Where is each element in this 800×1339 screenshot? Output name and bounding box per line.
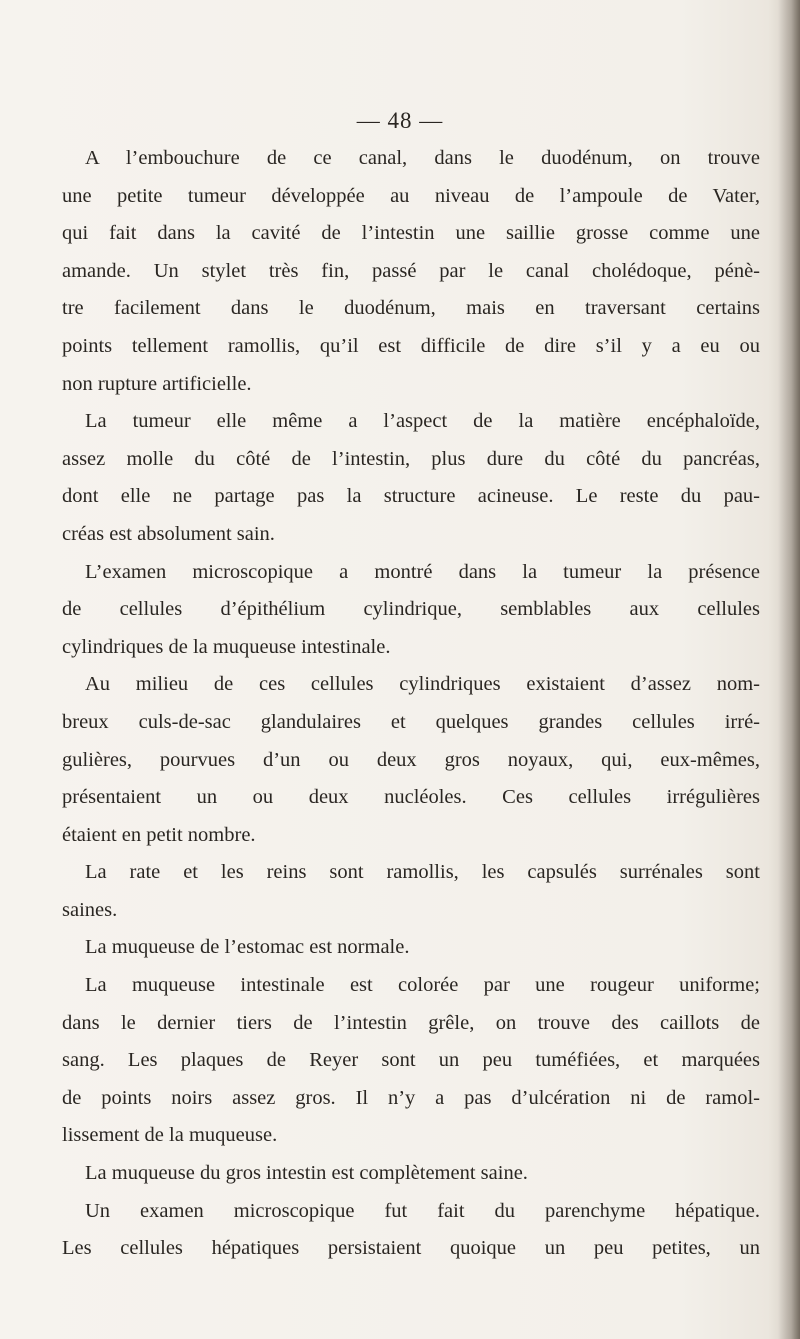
text-line: La rate et les reins sont ramollis, les capsulés surrénales sont — [85, 861, 760, 884]
page-number: — 48 — — [356, 108, 444, 133]
text-line: cylindriques de la muqueuse intestinale. — [62, 635, 391, 658]
text-line: tre facilement dans le duodénum, mais en traversant certains — [62, 297, 760, 320]
text-line: Un examen microscopique fut fait du parenchyme hépatique. — [85, 1199, 760, 1222]
text-line: une petite tumeur développée au niveau de l’ampoule de Vater, — [62, 184, 760, 207]
text-line: saines. — [62, 898, 118, 921]
text-line: La muqueuse du gros intestin est complètement saine. — [85, 1162, 528, 1185]
text-line: Au milieu de ces cellules cylindriques existaient d’assez nom- — [85, 673, 760, 696]
text-line: lissement de la muqueuse. — [62, 1124, 278, 1147]
text-line: présentaient un ou deux nucléoles. Ces cellules irrégulières — [62, 786, 760, 809]
text-line: non rupture artificielle. — [62, 372, 252, 395]
text-line: dont elle ne partage pas la structure acineuse. Le reste du pau- — [62, 485, 760, 508]
text-line: La tumeur elle même a l’aspect de la matière encéphaloïde, — [85, 410, 760, 433]
text-line: A l’embouchure de ce canal, dans le duodénum, on trouve — [85, 147, 760, 169]
text-line: La muqueuse de l’estomac est normale. — [85, 936, 410, 959]
text-line: Les cellules hépatiques persistaient quoique un peu petites, un — [62, 1237, 760, 1260]
text-line: dans le dernier tiers de l’intestin grêle, on trouve des caillots de — [62, 1011, 760, 1034]
text-line: qui fait dans la cavité de l’intestin une saillie grosse comme une — [62, 222, 760, 245]
body-text — [62, 140, 760, 1268]
text-line: étaient en petit nombre. — [62, 823, 256, 846]
text-line: sang. Les plaques de Reyer sont un peu tuméfiées, et marquées — [62, 1049, 760, 1072]
text-line: L’examen microscopique a montré dans la tumeur la présence — [85, 560, 760, 583]
page-edge-shadow — [778, 0, 800, 1339]
text-line: points tellement ramollis, qu’il est difficile de dire s’il y a eu ou — [62, 334, 760, 357]
text-line: de cellules d’épithélium cylindrique, semblables aux cellules — [62, 598, 760, 621]
text-line: de points noirs assez gros. Il n’y a pas d’ulcération ni de ramol- — [62, 1086, 760, 1109]
text-line: breux culs-de-sac glandulaires et quelques grandes cellules irré- — [62, 710, 760, 733]
text-line: assez molle du côté de l’intestin, plus dure du côté du pancréas, — [62, 447, 760, 470]
text-line: amande. Un stylet très fin, passé par le canal cholédoque, pénè- — [62, 259, 760, 282]
text-line: créas est absolument sain. — [62, 522, 275, 545]
text-line: La muqueuse intestinale est colorée par une rougeur uniforme; — [85, 974, 760, 997]
text-line: gulières, pourvues d’un ou deux gros noyaux, qui, eux-mêmes, — [62, 748, 760, 771]
